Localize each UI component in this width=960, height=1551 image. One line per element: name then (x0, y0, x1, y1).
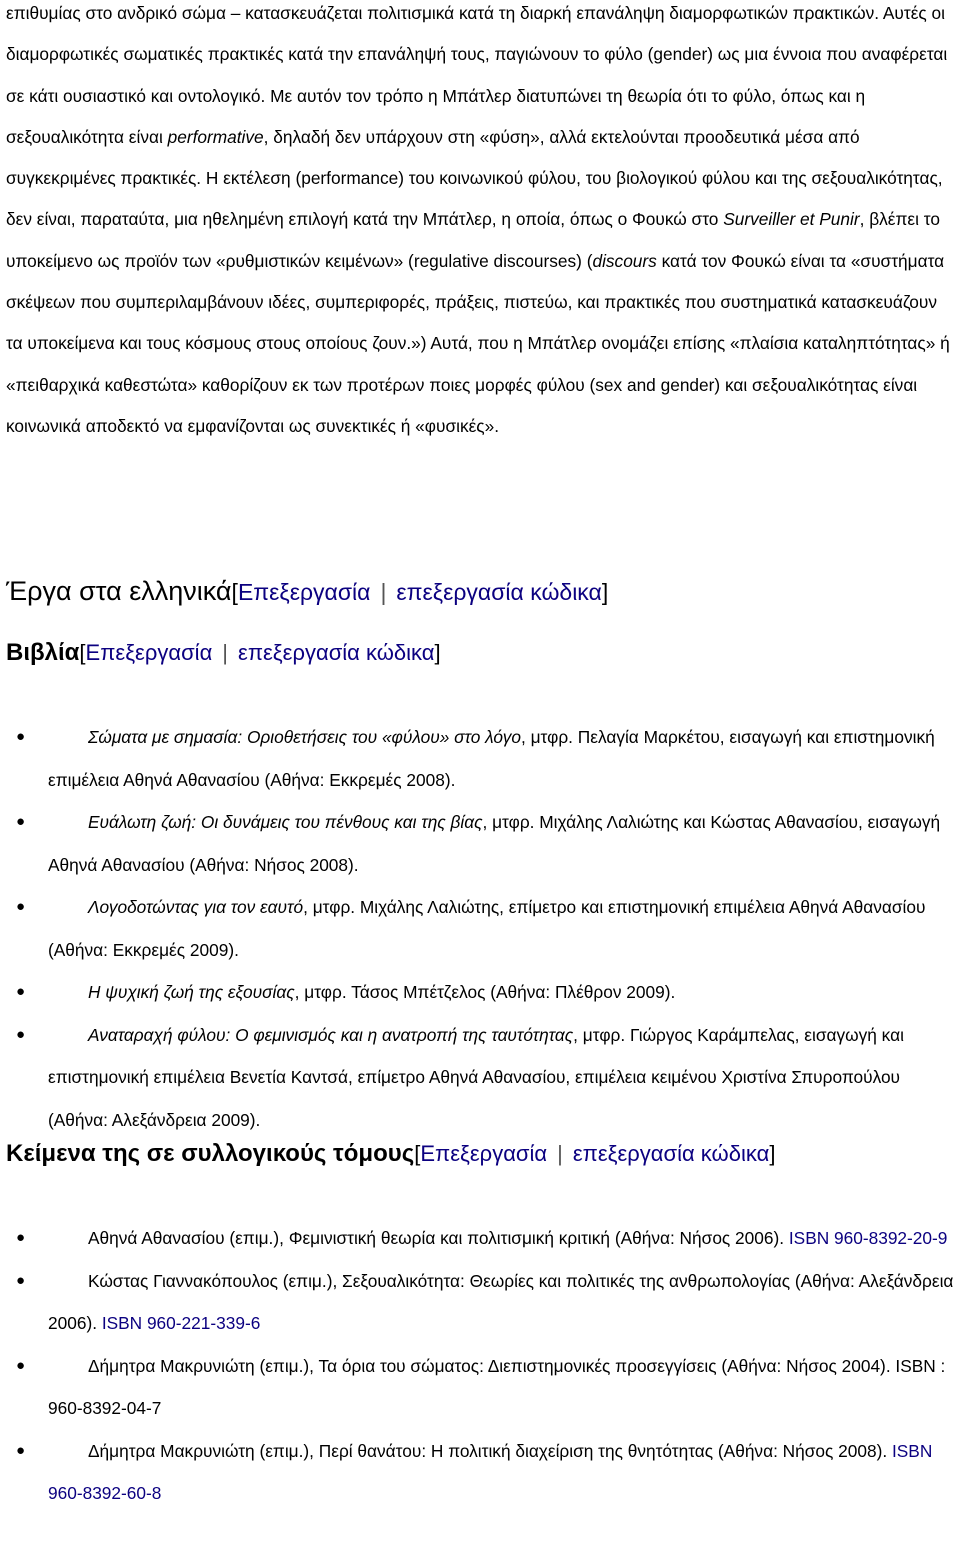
bullet-icon: ● (16, 1229, 26, 1246)
list-item: ● Ευάλωτη ζωή: Οι δυνάμεις του πένθους και της βίας, μτφρ. Μιχάλης Λαλιώτης και Κώστας Αθανασίου, εισαγωγή Αθηνά Αθανασίου (Αθήνα: Νήσος 2008). (48, 801, 958, 886)
intro-text-1: επιθυμίας στο ανδρικό σώμα – κατασκευάζεται πολιτισμικά κατά τη διαρκή επανάληψη διαμορφωτικών πρακτικών. Αυτές οι διαμορφωτικές σωματικές πρακτικές κατά την επανάληψή τους, παγιώνουν το φύλο (gender) ως μια έννοια που αναφέρεται σε κάτι ουσιαστικό και οντολογικό. Με αυτόν τον τρόπο η Μπάτλερ διατυπώνει τη θεωρία ότι το φύλο, όπως και η σεξουαλικότητα είναι (6, 3, 948, 147)
subsection-title: Βιβλία (6, 639, 80, 666)
edit-code-link[interactable]: επεξεργασία κώδικα (572, 1141, 770, 1166)
edit-link[interactable]: Επεξεργασία (237, 579, 371, 605)
list-item: ● Αναταραχή φύλου: Ο φεμινισμός και η ανατροπή της ταυτότητας, μτφρ. Γιώργος Καράμπελας, εισαγωγή και επιστημονική επιμέλεια Βενετία Καντσά, επίμετρο Αθηνά Αθανασίου, επιμέλεια κειμένου Χριστίνα Σπυροπούλου (Αθήνα: Αλεξάνδρεια 2009). (48, 1014, 958, 1142)
intro-text-3: , βλέπει το υποκείμενο ως προϊόν των «ρυθμιστικών κειμένων» (regulative discourses) ( (6, 209, 940, 271)
edit-links: [Επεξεργασία | επεξεργασία κώδικα] (79, 640, 441, 665)
list-item: ● Δήμητρα Μακρυνιώτη (επιμ.), Τα όρια του σώματος: Διεπιστημονικές προσεγγίσεις (Αθήνα: Νήσος 2004). ISBN : 960-8392-04-7 (48, 1345, 958, 1430)
edit-links: [Επεξεργασία | επεξεργασία κώδικα] (414, 1141, 776, 1166)
intro-em-performative: performative (167, 126, 264, 147)
isbn-link[interactable]: ISBN 960-8392-60-8 (48, 1440, 933, 1503)
subsection-heading-books (6, 638, 441, 668)
intro-paragraph (6, 0, 956, 447)
bullet-icon: ● (16, 728, 26, 745)
intro-text-2: , δηλαδή δεν υπάρχουν στη «φύση», αλλά εκτελούνται προοδευτικά μέσα από συγκεκριμένες πρακτικές. Η εκτέλεση (performance) του κοινωνικού φύλου, του βιολογικού φύλου και της σεξουαλικότητας, δεν είναι, παραταύτα, μια ηθελημένη επιλογή κατά την Μπάτλερ, η οποία, όπως ο Φουκώ στο (6, 126, 943, 230)
bullet-icon: ● (16, 1271, 26, 1289)
article-body (6, 0, 956, 1503)
intro-text-4: κατά τον Φουκώ είναι τα «συστήματα σκέψεων που συμπεριλαμβάνουν ιδέες, συμπεριφορές, πράξεις, πιστεύω, και πρακτικές που συστηματικά κατασκευάζουν τα υποκείμενα και τους κόσμους στους οποίους ζουν.») Αυτά, που η Μπάτλερ ονομάζει επίσης «πλαίσια καταληπτότητας» ή «πειθαρχικά καθεστώτα» καθορίζουν εκ των προτέρων ποιες μορφές φύλου (sex and gender) και σεξουαλικότητας είναι κοινωνικά αποδεκτό να εμφανίζονται ως συνεκτικές ή «φυσικές». (6, 250, 950, 436)
edit-code-link[interactable]: επεξεργασία κώδικα (396, 579, 602, 605)
collective-list (16, 1217, 958, 1515)
list-item: ● Αθηνά Αθανασίου (επιμ.), Φεμινιστική θεωρία και πολιτισμική κριτική (Αθήνα: Νήσος 2006). ISBN 960-8392-20-9 (48, 1217, 958, 1260)
intro-em-surveiller: Surveiller et Punir (723, 209, 860, 230)
bullet-icon: ● (16, 983, 26, 1000)
intro-em-discours: discours (592, 250, 657, 271)
subsection-title: Κείμενα της σε συλλογικούς τόμους (6, 1140, 415, 1167)
bullet-icon: ● (16, 813, 26, 830)
list-item: ● Κώστας Γιαννακόπουλος (επιμ.), Σεξουαλικότητα: Θεωρίες και πολιτικές της ανθρωπολογίας (Αθήνα: Αλεξάνδρεια 2006). ISBN 960-221-339-6 (48, 1260, 958, 1345)
bullet-icon: ● (16, 1025, 26, 1043)
edit-links: [Επεξεργασία | επεξεργασία κώδικα] (231, 579, 609, 605)
bullet-icon: ● (16, 1441, 26, 1459)
edit-link[interactable]: Επεξεργασία (420, 1141, 548, 1166)
list-item: ● Λογοδοτώντας για τον εαυτό, μτφρ. Μιχάλης Λαλιώτης, επίμετρο και επιστημονική επιμέλεια Αθηνά Αθανασίου (Αθήνα: Εκκρεμές 2009). (48, 886, 958, 971)
list-item: ● Δήμητρα Μακρυνιώτη (επιμ.), Περί θανάτου: Η πολιτική διαχείριση της θνητότητας (Αθήνα: Νήσος 2008). ISBN 960-8392-60-8 (48, 1430, 958, 1515)
section-title: Έργα στα ελληνικά (6, 576, 232, 606)
subsection-heading-collective (6, 1139, 775, 1169)
isbn-link[interactable]: ISBN 960-221-339-6 (101, 1313, 261, 1333)
list-item: ● Σώματα με σημασία: Οριοθετήσεις του «φύλου» στο λόγο, μτφρ. Πελαγία Μαρκέτου, εισαγωγή και επιστημονική επιμέλεια Αθηνά Αθανασίου (Αθήνα: Εκκρεμές 2008). (48, 716, 958, 801)
isbn-link[interactable]: ISBN 960-8392-20-9 (788, 1228, 948, 1248)
edit-code-link[interactable]: επεξεργασία κώδικα (238, 640, 435, 665)
bullet-icon: ● (16, 898, 26, 915)
isbn-text: ISBN : 960-8392-04-7 (48, 1355, 946, 1418)
edit-link[interactable]: Επεξεργασία (85, 640, 213, 665)
bullet-icon: ● (16, 1356, 26, 1374)
list-item: ● Η ψυχική ζωή της εξουσίας, μτφρ. Τάσος Μπέτζελος (Αθήνα: Πλέθρον 2009). (48, 971, 958, 1014)
books-list (16, 716, 958, 1141)
section-heading-works (6, 575, 608, 608)
